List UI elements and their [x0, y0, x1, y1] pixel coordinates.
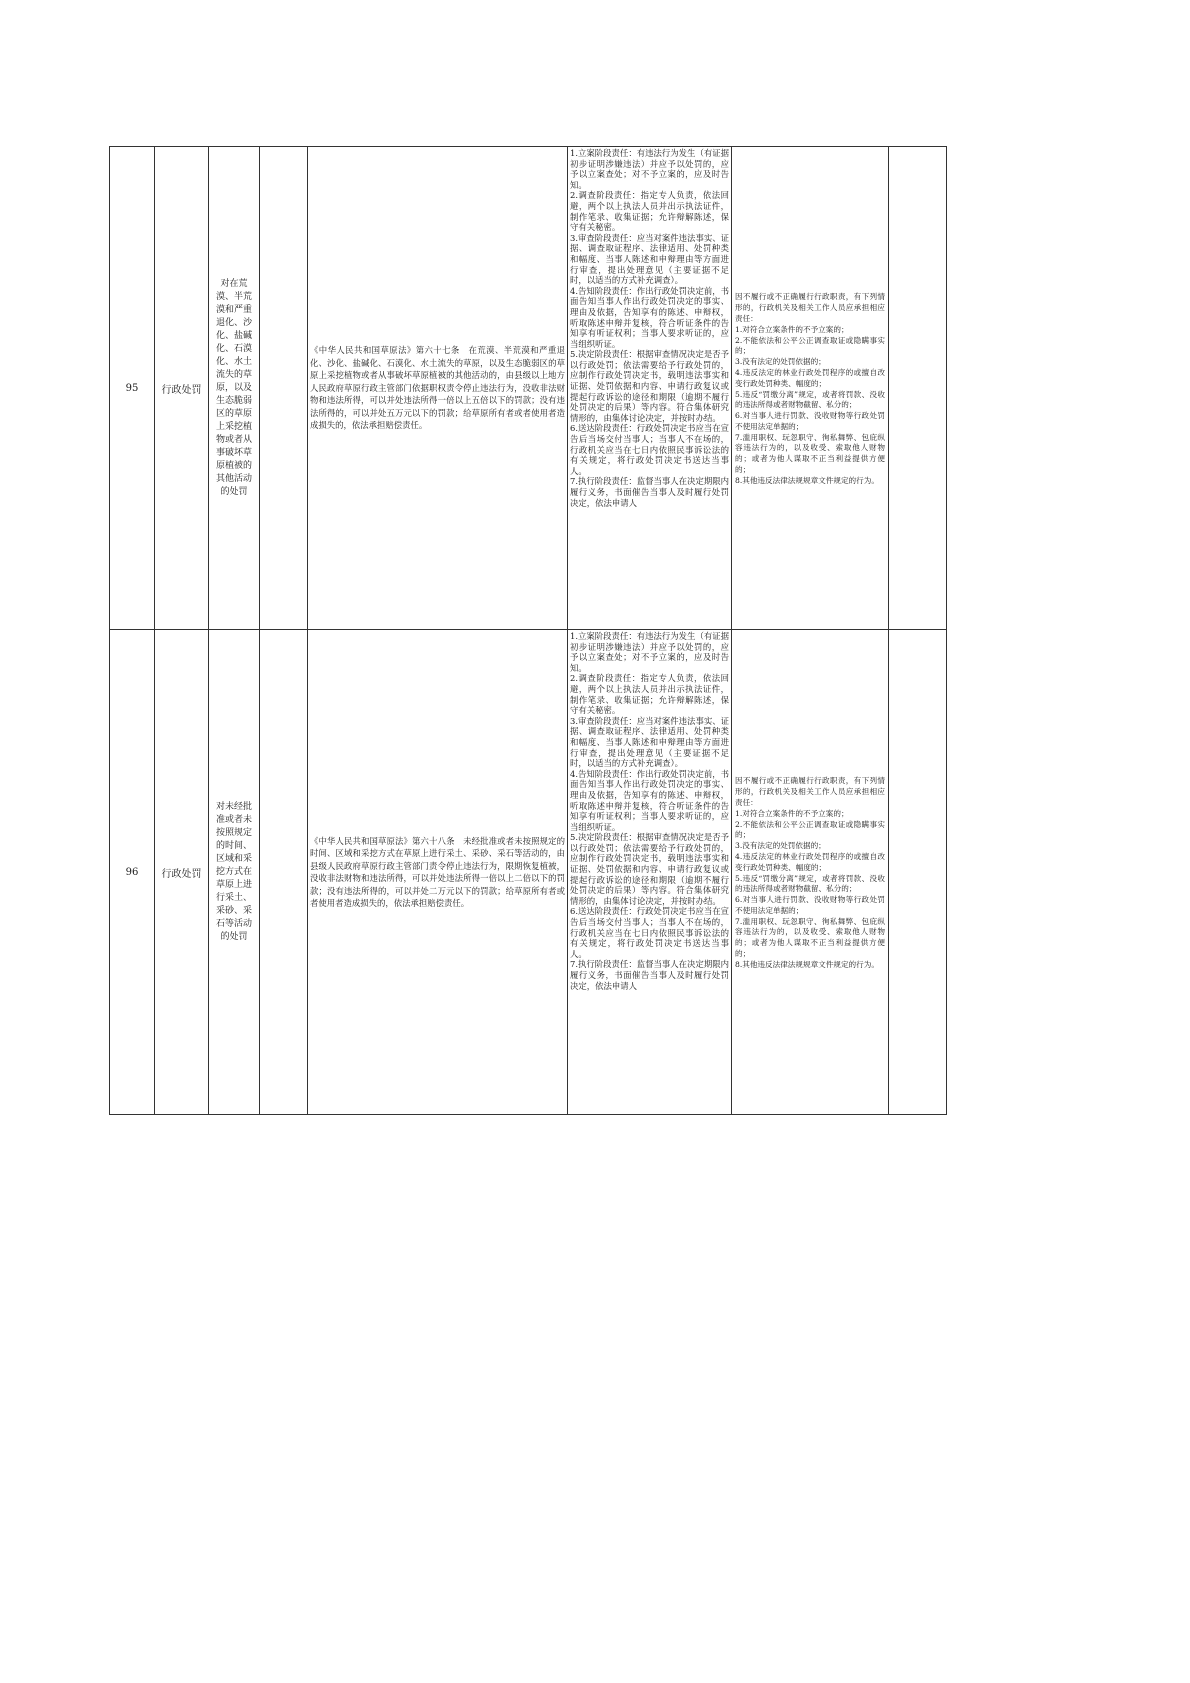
- category-cell: 行政处罚: [155, 630, 209, 1115]
- accountability-item: 2.不能依法和公平公正调查取证或隐瞒事实的；: [735, 819, 885, 840]
- accountability-item: 因不履行或不正确履行行政职责，有下列情形的，行政机关及相关工作人员应承担相应责任：: [735, 292, 885, 323]
- accountability-item: 7.滥用职权、玩忽职守、徇私舞弊、包庇纵容违法行为的，以及收受、索取他人财物的；或者为他人谋取不正当利益提供方便的；: [735, 432, 885, 475]
- item-name: 对未经批准或者未按照规定的时间、区域和采挖方式在草原上进行采土、采砂、采石等活动的处罚: [215, 801, 252, 942]
- accountability-item: 6.对当事人进行罚款、没收财物等行政处罚不使用法定单据的；: [735, 411, 885, 431]
- responsibility-text: [568, 630, 731, 1114]
- responsibility-item: 1.立案阶段责任：有违法行为发生（有证据初步证明涉嫌违法）并应予以处罚的，应予以立案查处；对不予立案的，应及时告知。: [570, 631, 729, 673]
- table-row: [110, 630, 947, 1115]
- accountability-item: 1.对符合立案条件的不予立案的；: [735, 808, 849, 818]
- responsibility-item: 2.调查阶段责任：指定专人负责，依法回避，两个以上执法人员并出示执法证件，制作笔录、收集证据；允许辩解陈述，保守有关秘密。: [570, 673, 729, 716]
- responsibility-text: [568, 147, 731, 629]
- accountability-item: 4.违反法定的林业行政处罚程序的或擅自改变行政处罚种类、幅度的；: [735, 367, 885, 388]
- item-name-cell: [209, 147, 260, 630]
- accountability-item: 1.对符合立案条件的不予立案的；: [735, 324, 849, 334]
- legal-basis-cell: [308, 630, 568, 1115]
- accountability-item: 3.没有法定的处罚依据的；: [735, 357, 826, 367]
- responsibility-item: 4.告知阶段责任：作出行政处罚决定前，书面告知当事人作出行政处罚决定的事实、理由及依据，告知享有的陈述、申辩权，听取陈述申辩并复核，符合听证条件的告知享有听证权利；当事人要求听证的，应当组织听证。: [570, 768, 729, 832]
- remarks-cell: [889, 147, 947, 630]
- responsibility-item: 5.决定阶段责任：根据审查情况决定是否予以行政处罚；依法需要给予行政处罚的，应制作行政处罚决定书，载明违法事实和证据、处罚依据和内容、申请行政复议或提起行政诉讼的途径和期限（逾期不履行处罚决定的后果）等内容。符合集体研究情形的，由集体讨论决定，并按时办结。: [570, 832, 729, 906]
- subject-cell: [260, 630, 308, 1115]
- accountability-item: 3.没有法定的处罚依据的；: [735, 841, 826, 851]
- responsibility-cell: [568, 147, 732, 630]
- accountability-item: 8.其他违反法律法规规章文件规定的行为。: [735, 475, 879, 485]
- responsibility-item: 4.告知阶段责任：作出行政处罚决定前，书面告知当事人作出行政处罚决定的事实、理由及依据，告知享有的陈述、申辩权，听取陈述申辩并复核，符合听证条件的告知享有听证权利；当事人要求听证的，应当组织听证。: [570, 285, 729, 349]
- accountability-item: 因不履行或不正确履行行政职责，有下列情形的，行政机关及相关工作人员应承担相应责任：: [735, 776, 885, 807]
- accountability-item: 7.滥用职权、玩忽职守、徇私舞弊、包庇纵容违法行为的，以及收受、索取他人财物的；或者为他人谋取不正当利益提供方便的；: [735, 916, 885, 959]
- power-list-table: [109, 146, 947, 1115]
- responsibility-item: 5.决定阶段责任：根据审查情况决定是否予以行政处罚；依法需要给予行政处罚的，应制作行政处罚决定书，载明违法事实和证据、处罚依据和内容、申请行政复议或提起行政诉讼的途径和期限（逾期不履行处罚决定的后果）等内容。符合集体研究情形的，由集体讨论决定，并按时办结。: [570, 349, 729, 423]
- seq-cell: 96: [110, 630, 155, 1115]
- accountability-item: 8.其他违反法律法规规章文件规定的行为。: [735, 959, 879, 969]
- item-name-cell: [209, 630, 260, 1115]
- accountability-item: 2.不能依法和公平公正调查取证或隐瞒事实的；: [735, 335, 885, 356]
- item-name: 对在荒漠、半荒漠和严重退化、沙化、盐碱化、石漠化、水土流失的草原，以及生态脆弱区的草原上采挖植物或者从事破坏草原植被的其他活动的处罚: [215, 278, 252, 497]
- accountability-text: [732, 289, 888, 486]
- responsibility-item: 3.审查阶段责任：应当对案件违法事实、证据、调查取证程序、法律适用、处罚种类和幅度、当事人陈述和申辩理由等方面进行审查，提出处理意见（主要证据不足时，以适当的方式补充调查）。: [570, 232, 729, 286]
- accountability-item: 5.违反“罚缴分离”规定，或者将罚款、没收的违法所得或者财物截留、私分的；: [735, 873, 885, 894]
- responsibility-item: 7.执行阶段责任：监督当事人在决定期限内履行义务，书面催告当事人及时履行处罚决定，依法申请人: [570, 959, 729, 991]
- accountability-text: [732, 773, 888, 970]
- table-row: [110, 147, 947, 630]
- responsibility-item: 7.执行阶段责任：监督当事人在决定期限内履行义务，书面催告当事人及时履行处罚决定，依法申请人: [570, 476, 729, 508]
- accountability-item: 4.违反法定的林业行政处罚程序的或擅自改变行政处罚种类、幅度的；: [735, 851, 885, 872]
- responsibility-item: 3.审查阶段责任：应当对案件违法事实、证据、调查取证程序、法律适用、处罚种类和幅度、当事人陈述和申辩理由等方面进行审查，提出处理意见（主要证据不足时，以适当的方式补充调查）。: [570, 715, 729, 769]
- remarks-cell: [889, 630, 947, 1115]
- category-cell: 行政处罚: [155, 147, 209, 630]
- responsibility-item: 6.送达阶段责任：行政处罚决定书应当在宣告后当场交付当事人；当事人不在场的，行政机关应当在七日内依照民事诉讼法的有关规定，将行政处罚决定书送达当事人。: [570, 906, 729, 959]
- accountability-item: 5.违反“罚缴分离”规定，或者将罚款、没收的违法所得或者财物截留、私分的；: [735, 389, 885, 410]
- accountability-cell: [732, 147, 889, 630]
- legal-basis-text: 《中华人民共和国草原法》第六十八条 未经批准或者未按照规定的时间、区域和采挖方式在草原上进行采土、采砂、采石等活动的，由县级人民政府草原行政主管部门责令停止违法行为，限期恢复植被，没收非法财物和违法所得，可以并处违法所得一倍以上二倍以下的罚款；没有违法所得的，可以并处二万元以下的罚款；给草原所有者或者使用者造成损失的，依法承担赔偿责任。: [310, 835, 565, 908]
- responsibility-item: 6.送达阶段责任：行政处罚决定书应当在宣告后当场交付当事人；当事人不在场的，行政机关应当在七日内依照民事诉讼法的有关规定，将行政处罚决定书送达当事人。: [570, 423, 729, 476]
- seq-cell: 95: [110, 147, 155, 630]
- legal-basis-text: 《中华人民共和国草原法》第六十七条 在荒漠、半荒漠和严重退化、沙化、盐碱化、石漠化、水土流失的草原，以及生态脆弱区的草原上采挖植物或者从事破坏草原植被的其他活动的，由县级以上地方人民政府草原行政主管部门依据职权责令停止违法行为，没收非法财物和违法所得，可以并处违法所得一倍以上五倍以下的罚款；没有违法所得的，可以并处五万元以下的罚款；给草原所有者或者使用者造成损失的，依法承担赔偿责任。: [310, 345, 565, 431]
- legal-basis-cell: [308, 147, 568, 630]
- responsibility-item: 2.调查阶段责任：指定专人负责，依法回避，两个以上执法人员并出示执法证件，制作笔录、收集证据；允许辩解陈述，保守有关秘密。: [570, 190, 729, 233]
- responsibility-cell: [568, 630, 732, 1115]
- accountability-item: 6.对当事人进行罚款、没收财物等行政处罚不使用法定单据的；: [735, 895, 885, 915]
- responsibility-item: 1.立案阶段责任：有违法行为发生（有证据初步证明涉嫌违法）并应予以处罚的，应予以立案查处；对不予立案的，应及时告知。: [570, 148, 729, 190]
- accountability-cell: [732, 630, 889, 1115]
- subject-cell: [260, 147, 308, 630]
